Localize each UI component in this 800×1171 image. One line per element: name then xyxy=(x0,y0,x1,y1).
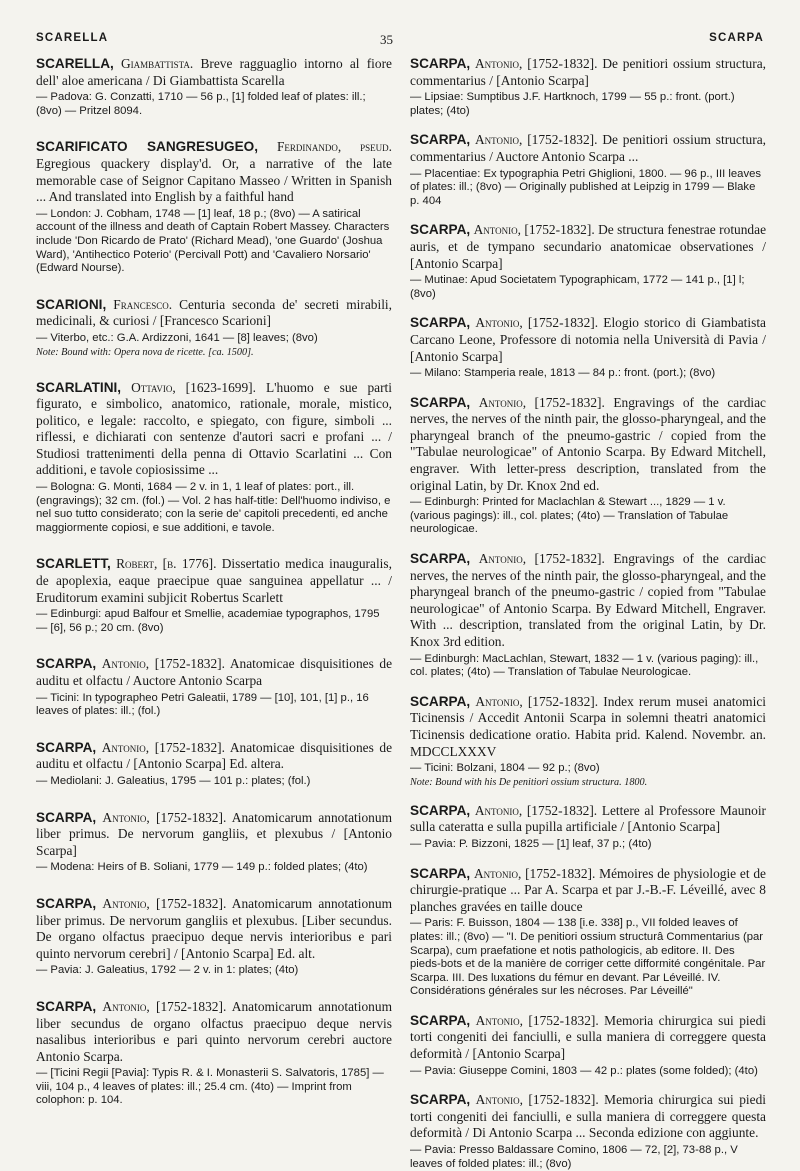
entry-imprint: — Edinburgh: Printed for Maclachlan & Stewart ..., 1829 — 1 v. (various pagings): ill., col. plates; (4to) — Translation of Tabulae neurologicae. xyxy=(410,496,729,536)
entry-heading: SCARIONI, xyxy=(36,296,107,312)
catalog-entry xyxy=(410,694,766,789)
entry-imprint: — Mediolani: J. Galeatius, 1795 — 101 p.: plates; (fol.) xyxy=(36,774,311,787)
running-header xyxy=(36,32,764,50)
entry-title: Egregious quackery display'd. Or, a narrative of the late memorable case of Seignor Capitano Masseo / Written in Spanish ... And translated into English by a faithful hand xyxy=(36,155,392,205)
entry-author-name: Antonio, [1752-1832]. xyxy=(473,865,596,881)
entry-heading: SCARPA, xyxy=(410,222,471,238)
catalog-entry xyxy=(410,551,766,680)
catalog-entry xyxy=(410,132,766,208)
entry-title-line xyxy=(36,56,392,89)
entry-title: Dissertatio medica inauguralis, de apoplexia, eaque praecipue quae sanguinea appellatur ... / Eruditorum examini subjicit Robertus Scarlett xyxy=(36,556,392,605)
entry-author-name: Antonio, [1752-1832]. xyxy=(475,56,598,71)
entry-imprint: — Pavia: Giuseppe Comini, 1803 — 42 p.: plates (some folded); (4to) xyxy=(410,1064,758,1077)
entry-author-name: Antonio, [1752-1832]. xyxy=(475,1092,599,1108)
entry-title: De penitiori ossium structura, commentarius / Auctore Antonio Scarpa ... xyxy=(410,132,766,164)
entry-heading: SCARPA, xyxy=(410,693,471,709)
entry-title-line xyxy=(36,380,392,480)
entry-imprint: — Pavia: J. Galeatius, 1792 — 2 v. in 1: plates; (4to) xyxy=(36,964,299,977)
entry-heading: SCARPA, xyxy=(36,739,97,755)
catalog-entry xyxy=(36,999,392,1108)
entry-title: De penitiori ossium structura, commentarius / [Antonio Scarpa] xyxy=(410,56,766,88)
entry-title-line xyxy=(410,866,766,916)
entry-heading: SCARPA, xyxy=(410,315,471,331)
entry-title-line xyxy=(410,132,766,165)
entry-imprint: — Edinburgi: apud Balfour et Smellie, academiae typographos, 1795 — [6], 56 p.; 20 cm. (8vo) xyxy=(36,608,380,634)
entry-author-name: Antonio, [1752-1832]. xyxy=(474,802,598,818)
entry-title-line xyxy=(410,1092,766,1142)
entry-imprint: — Edinburgh: MacLachlan, Stewart, 1832 — 1 v. (various paging): ill., col. plates; (4to) — Translation of Tabulae Neurologicae. xyxy=(410,652,759,679)
catalog-entry xyxy=(36,56,392,118)
running-head-left: SCARELLA xyxy=(36,32,109,44)
entry-title-line xyxy=(36,656,392,689)
catalog-entry xyxy=(410,1092,766,1171)
entry-title: Anatomicarum annotationum liber primus. De nervorum gangliis et plexubus. [Liber secundus. De organo olfactus praecipuo deque nervis interioribus e pari quinto nervorum cerebri] / [Antonio Scarpa] Ed. alt. xyxy=(36,895,392,961)
entry-title-line xyxy=(36,740,392,773)
entry-title-line xyxy=(36,896,392,962)
catalog-entry xyxy=(36,556,392,635)
entry-heading: SCARPA, xyxy=(36,895,97,911)
running-head-right: SCARPA xyxy=(709,32,764,44)
catalog-entry xyxy=(36,139,392,275)
entry-heading: SCARPA, xyxy=(410,865,471,881)
entry-imprint: — Pavia: Presso Baldassare Comino, 1806 — 72, [2], 73-88 p., V leaves of folded plates: ill.; (8vo) xyxy=(410,1144,738,1170)
entry-title: Memoria chirurgica sui piedi torti congeniti dei fanciulli, e sulla maniera di correggere questa deformità / Di Antonio Scarpa ... Seconda edizione con aggiunte. xyxy=(410,1092,766,1141)
catalog-entry xyxy=(410,395,766,537)
entry-author-name: Ottavio, [1623-1699]. xyxy=(131,379,256,395)
catalog-entry xyxy=(410,315,766,380)
entry-title-line xyxy=(410,694,766,760)
entry-title: Memoria chirurgica sui piedi torti congeniti dei fanciulli, e sulla maniera di correggere questa deformità / [Antonio Scarpa] xyxy=(410,1012,766,1062)
entry-title: Lettere al Professore Maunoir sulla cateratta e sulla pupilla artificiale / [Antonio Scarpa] xyxy=(410,802,766,835)
entry-heading: SCARLATINI, xyxy=(36,379,122,395)
catalog-entry xyxy=(36,896,392,978)
entry-author-name: Giambattista. xyxy=(120,56,194,71)
entry-imprint: — Paris: F. Buisson, 1804 — 138 [i.e. 338] p., VII folded leaves of plates: ill.; (8vo) — "I. De penitiori ossium structurâ Commentarius (par Scarpa), cum praefatione et notis pathologicis, ab editore. II. Des pieds-bots et de la manière de corriger cette difformité congénitale. Par Scarpa. III. Des luxations du fémur en devant. Par Léveillé. IV. Considérations générales sur les nécroses. Par Léveillé" xyxy=(410,917,766,998)
catalog-entry xyxy=(410,1013,766,1078)
entry-title-line xyxy=(410,222,766,272)
entry-imprint: — Ticini: In typographeo Petri Galeatii, 1789 — [10], 101, [1] p., 16 leaves of plates: ill.; (fol.) xyxy=(36,691,369,718)
entry-imprint: — Milano: Stamperia reale, 1813 — 84 p.: front. (port.); (8vo) xyxy=(410,367,716,380)
entry-bound-with-note: Note: Bound with his De penitiori ossium structura. 1800. xyxy=(410,776,648,788)
left-column xyxy=(36,56,392,1140)
entry-author-name: Robert, [b. 1776]. xyxy=(116,556,217,572)
catalog-entry xyxy=(36,740,392,789)
entry-author-name: Antonio, [1752-1832]. xyxy=(102,895,227,911)
entry-imprint: — Viterbo, etc.: G.A. Ardizzoni, 1641 — [8] leaves; (8vo) xyxy=(36,331,318,344)
entry-title-line xyxy=(36,810,392,860)
entry-title-line xyxy=(36,556,392,606)
entry-title-line xyxy=(410,395,766,495)
entry-title: Anatomicae disquisitiones de auditu et olfactu / [Antonio Scarpa] Ed. altera. xyxy=(36,739,393,772)
entry-title-line xyxy=(36,297,392,330)
entry-imprint: — Padova: G. Conzatti, 1710 — 56 p., [1] folded leaf of plates: ill.; (8vo) — Pritzel 8094. xyxy=(36,91,366,117)
entry-imprint: — Modena: Heirs of B. Soliani, 1779 — 149 p.: folded plates; (4to) xyxy=(36,861,368,874)
entry-author-name: Antonio, [1752-1832]. xyxy=(102,809,227,825)
entry-heading: SCARPA, xyxy=(410,1092,471,1108)
entry-title: Anatomicarum annotationum liber secundus de organo olfactus praecipuo deque nervis nasalibus interioribus e pari quinto nervorum cerebri auctore Antonio Scarpa. xyxy=(36,998,392,1064)
entry-heading: SCARPA, xyxy=(410,1012,471,1028)
entry-title: Centuria seconda de' secreti mirabili, medicinali, & curiosi / [Francesco Scarioni] xyxy=(36,296,392,329)
right-column xyxy=(410,56,767,1170)
entry-heading: SCARPA, xyxy=(410,551,471,567)
entry-imprint: — Lipsiae: Sumptibus J.F. Hartknoch, 1799 — 55 p.: front. (port.) plates; (4to) xyxy=(410,91,735,117)
entry-title: Breve ragguaglio intorno al fiore dell' aloe americana / Di Giambattista Scarella xyxy=(36,56,392,88)
entry-title-line xyxy=(410,1013,766,1063)
catalog-entry xyxy=(410,866,766,999)
entry-author-name: Antonio, [1752-1832]. xyxy=(101,656,225,672)
entry-title: Anatomicae disquisitiones de auditu et olfactu / Auctore Antonio Scarpa xyxy=(36,656,393,688)
entry-heading: SCARPA, xyxy=(36,809,97,825)
entry-title: Elogio storico di Giambatista Carcano Leone, Professore di notomia nella Università di Pavia / [Antonio Scarpa] xyxy=(410,315,766,364)
entry-imprint: — Mutinae: Apud Societatem Typographicam, 1772 — 141 p., [1] l; (8vo) xyxy=(410,274,745,300)
entry-title-line xyxy=(410,315,766,365)
entry-title: Engravings of the cardiac nerves, the nerves of the ninth pair, the glosso-pharyngeal, and the pharyngeal branch of the pneumo-gastric / copied from "Tabulae neurologicae" of Antonio Scarpa. By Edward Mitchell, Engraver. With ... description, translated from the original Latin, by Dr. Knox 3rd edition. xyxy=(410,551,766,649)
entry-heading: SCARPA, xyxy=(410,56,471,71)
entry-heading: SCARLETT, xyxy=(36,556,111,572)
entry-imprint: — Placentiae: Ex typographia Petri Ghiglioni, 1800. — 96 p., III leaves of plates: ill.; (8vo) — Originally published at Leipzig in 1799 — Blake p. 404 xyxy=(410,167,762,207)
entry-author-name: Ferdinando, pseud. xyxy=(276,139,392,155)
entry-author-name: Antonio, [1752-1832]. xyxy=(475,315,599,331)
entry-heading: SCARPA, xyxy=(36,998,97,1014)
entry-title-line xyxy=(410,803,766,836)
entry-author-name: Antonio, [1752-1832]. xyxy=(478,551,605,567)
entry-heading: SCARPA, xyxy=(36,656,97,672)
catalog-entry xyxy=(36,297,392,359)
catalog-entry xyxy=(410,803,766,852)
entry-title-line xyxy=(36,139,392,205)
catalog-entry xyxy=(36,810,392,875)
entry-title-line xyxy=(410,56,766,89)
entry-title: Mémoires de physiologie et de chirurgie-pratique ... Par A. Scarpa et par J.-B.-F. Léveillé, avec 8 planches gravées en taille douce xyxy=(410,865,766,914)
entry-author-name: Antonio, [1752-1832]. xyxy=(102,998,227,1014)
entry-title: L'huomo e sue parti figurato, e simbolico, anatomico, rationale, morale, mistico, politico, e legale: raccolto, e spiegato, con figure, simboli ... riflessi, e dichiarati con sentenze d'autori sacri e profani ... / Studiosi trattenimenti della penna di Ottavio Scarlatini ... Con additioni, e tavole copiosissime ... xyxy=(36,379,392,478)
entry-imprint: — Pavia: P. Bizzoni, 1825 — [1] leaf, 37 p.; (4to) xyxy=(410,837,652,850)
entry-bound-with-note: Note: Bound with: Opera nova de ricette. [ca. 1500]. xyxy=(36,346,254,358)
entry-author-name: Antonio, [1752-1832]. xyxy=(475,1012,599,1028)
entry-title-line xyxy=(410,551,766,651)
entry-title: De structura fenestrae rotundae auris, et de tympano secundario anatomicae observationes / [Antonio Scarpa] xyxy=(410,222,767,271)
entry-heading: SCARPA, xyxy=(410,394,471,410)
entry-author-name: Antonio, [1752-1832]. xyxy=(475,132,598,148)
entry-heading: SCARIFICATO SANGRESUGEO, xyxy=(36,139,259,155)
entry-author-name: Antonio, [1752-1832]. xyxy=(478,394,605,410)
entry-title: Index rerum musei anatomici Ticinensis / Accedit Antonii Scarpa in solemni theatri anatomici Ticinensis dedicatione oratio. Habita prid. Kalend. Novembr. an. MDCCLXXXV xyxy=(410,693,766,759)
entry-imprint: — Bologna: G. Monti, 1684 — 2 v. in 1, 1 leaf of plates: port., ill. (engravings); 32 cm. (fol.) — Vol. 2 has half-title: Dell'huomo indiviso, e nel suo tutto considerato; con la serie de' capitoli precedenti, ed anche maggiormente copiosi, e sue additioni, e tavole. xyxy=(36,481,391,534)
entry-imprint: — London: J. Cobham, 1748 — [1] leaf, 18 p.; (8vo) — A satirical account of the illness and death of Captain Robert Massey. Characters include 'Don Ricardo de Prato' (Richard Mead), 'one Guardo' (Joshua Ward), 'Antihectico Poterio' (Percivall Pott) and 'Cavaliero Norsario' (Edward Nourse). xyxy=(36,207,390,275)
entry-imprint: — Ticini: Bolzani, 1804 — 92 p.; (8vo) xyxy=(410,762,600,775)
page-number: 35 xyxy=(380,32,393,47)
entry-heading: SCARPA, xyxy=(410,802,471,818)
catalog-entry xyxy=(410,222,766,301)
catalog-entry xyxy=(410,56,766,118)
entry-imprint: — [Ticini Regii [Pavia]: Typis R. & I. Monasterii S. Salvatoris, 1785] — viii, 104 p., 4 leaves of plates: ill.; 25.4 cm. (4to) — Imprint from colophon: p. 104. xyxy=(36,1067,384,1107)
entry-author-name: Antonio, [1752-1832]. xyxy=(473,222,595,238)
entry-title: Anatomicarum annotationum liber primus. De nervorum gangliis, et plexubus / [Antonio Scarpa] xyxy=(36,809,392,858)
entry-author-name: Antonio, [1752-1832]. xyxy=(101,739,225,755)
catalog-entry xyxy=(36,656,392,718)
entry-title-line xyxy=(36,999,392,1065)
entry-heading: SCARELLA, xyxy=(36,56,114,71)
catalog-entry xyxy=(36,380,392,536)
entry-author-name: Francesco. xyxy=(113,296,173,312)
entry-author-name: Antonio, [1752-1832]. xyxy=(475,693,599,709)
entry-heading: SCARPA, xyxy=(410,132,471,148)
entry-title: Engravings of the cardiac nerves, the nerves of the ninth pair, the glosso-pharyngeal, and the pharyngeal branch of the pneumo-gastric / copied from the "Tabulae neurologicae" of Antonio Scarpa. By Edward Mitchell, engraver. With letter-press description, translated from the original Latin, by Dr. Knox 2nd ed. xyxy=(410,394,766,493)
